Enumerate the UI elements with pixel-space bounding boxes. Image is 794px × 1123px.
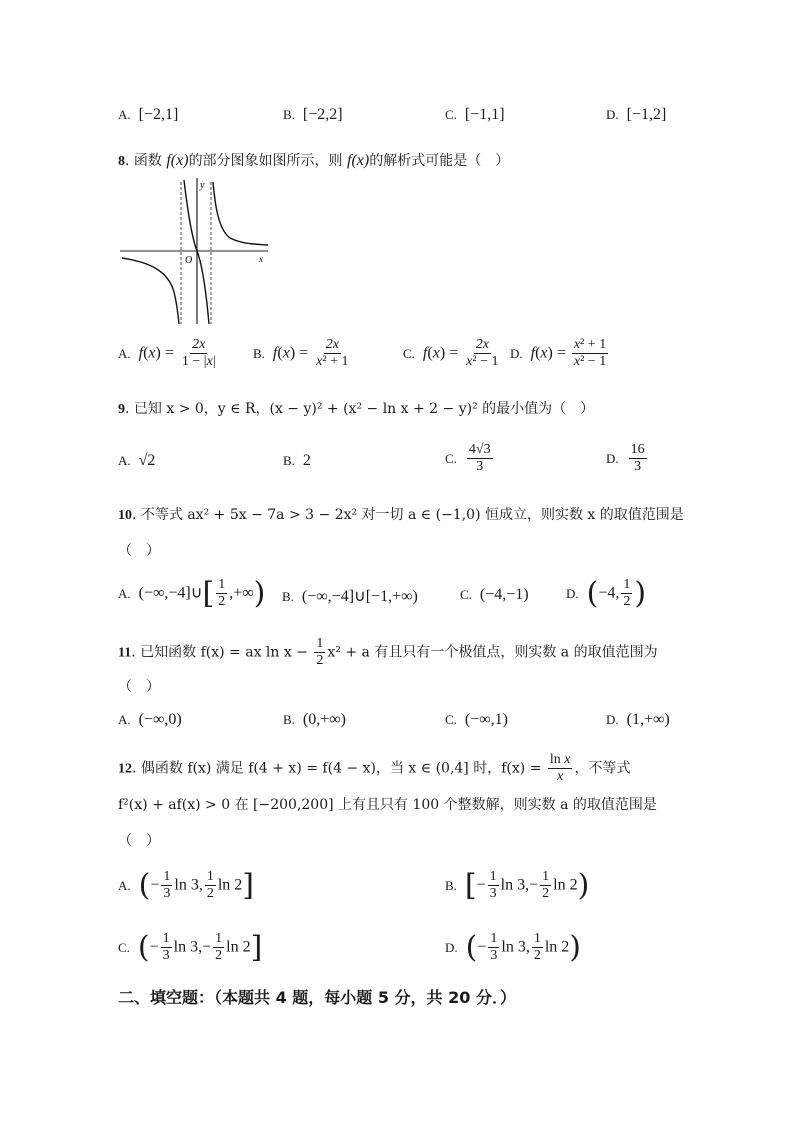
q10-stem: 10. 不等式 ax² + 5x − 7a > 3 − 2x² 对一切 a ∈ (−1,0) 恒成立，则实数 x 的取值范围是 [118, 507, 684, 523]
q12-option-c: C. (− $\frac{1}{3}$ ln 3,− $\frac{1}{2}$ ln 2] [118, 930, 263, 965]
q10-option-d: D. (−4, $\frac{1}{2}$ ) [566, 576, 647, 611]
q7-option-c: C. [−1,1] [445, 106, 505, 123]
q11-option-c: C. (−∞,1) [445, 711, 509, 728]
q8-axis-x-label: x [259, 254, 263, 264]
q9-option-d: D. $\frac{16}{3}$ [606, 442, 645, 474]
q11-stem: 11. 已知函数 f(x) = ax ln x − $\frac{1}{2}$ x² + a 有且只有一个极值点，则实数 a 的取值范围为 [118, 636, 658, 668]
q7-option-b: B. [−2,2] [283, 106, 343, 123]
q11-option-a: A. (−∞,0) [118, 711, 182, 728]
q9-option-a: A. √2 [118, 452, 156, 469]
q11-paren: （ ） [118, 679, 160, 695]
q8-stem: 8. 函数 f(x)的部分图象如图所示，则 f(x)的解析式可能是（ ） [118, 152, 510, 169]
q8-origin-label: O [185, 255, 193, 266]
section-heading: 二、填空题：（本题共 4 题，每小题 5 分，共 20 分．） [118, 988, 516, 1007]
q10-option-a: A. (−∞,−4]∪[ $\frac{1}{2}$ ,+∞) [118, 576, 266, 611]
q12-stem-line2: f²(x) + af(x) > 0 在 [−200,200] 上有且只有 100 个整数解，则实数 a 的取值范围是 [118, 797, 657, 813]
q11-option-d: D. (1,+∞) [606, 711, 670, 728]
q7-option-a: A. [−2,1] [118, 106, 179, 123]
q12-option-a: A. (− $\frac{1}{3}$ ln 3, $\frac{1}{2}$ ln 2] [118, 868, 255, 903]
q10-paren: （ ） [118, 543, 160, 559]
q12-paren: （ ） [118, 833, 160, 849]
q10-option-b: B. (−∞,−4]∪[−1,+∞) [282, 588, 418, 605]
q7-option-d: D. [−1,2] [606, 106, 667, 123]
q8-option-c: C. f(x) = $\frac{2x}{\text{x² − 1}}$ [403, 337, 499, 369]
q11-option-b: B. (0,+∞) [283, 711, 347, 728]
q9-option-c: C. $\frac{4√3}{3}$ [445, 442, 491, 474]
q10-option-c: C. (−4,−1) [460, 586, 529, 603]
q12-option-d: D. (− $\frac{1}{3}$ ln 3, $\frac{1}{2}$ ln 2) [445, 930, 582, 965]
q9-stem: 9. 已知 x > 0，y ∈ R，(x − y)² + (x² − ln x + 2 − y)² 的最小值为（ ） [118, 401, 595, 417]
q8-option-d: D. f(x) = $\frac{\text{x² + 1}}{\text{x² − 1}}$ [510, 337, 607, 369]
q8-graph [118, 174, 270, 326]
q8-option-b: B. f(x) = $\frac{2x}{\text{x² + 1}}$ [253, 337, 349, 369]
q12-option-b: B. [− $\frac{1}{3}$ ln 3,− $\frac{1}{2}$ ln 2) [445, 868, 590, 903]
q8-option-a: A. f(x) = $\frac{2x}{1 - |x|}$ [118, 337, 216, 369]
q12-stem: 12. 偶函数 f(x) 满足 f(4 + x) = f(4 − x)，当 x ∈ (0,4] 时，f(x) = $\frac{\text{ln x}}{x}$ ，不等式 [118, 752, 631, 784]
q8-axis-y-label: y [200, 180, 205, 191]
q9-option-b: B. 2 [283, 452, 311, 469]
